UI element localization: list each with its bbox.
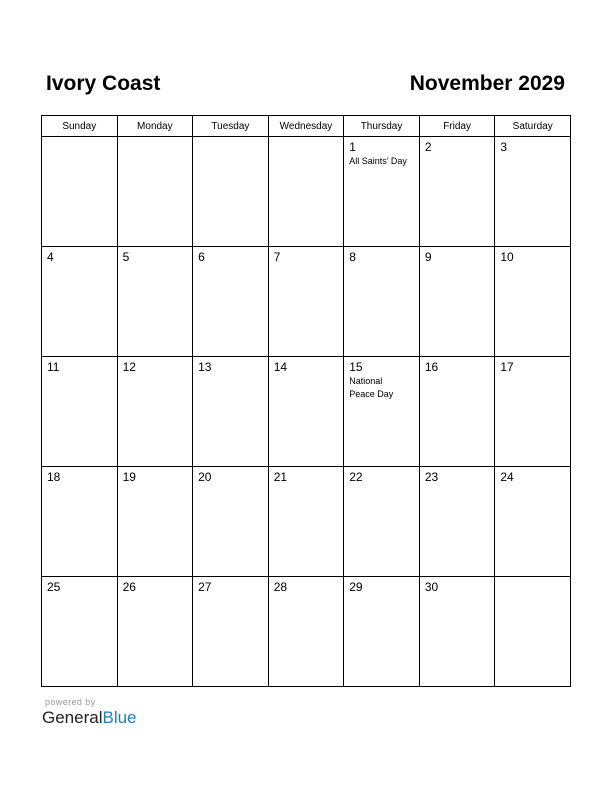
day-cell (117, 357, 193, 467)
day-number: 30 (424, 580, 439, 594)
day-number: 23 (424, 470, 439, 484)
brand-general-text: General (42, 708, 103, 727)
day-cell (268, 467, 344, 577)
day-number: 4 (47, 250, 54, 264)
month-title: November 2029 (409, 72, 565, 95)
day-number: 24 (500, 470, 514, 484)
day-number: 17 (500, 360, 514, 374)
day-cell (193, 247, 269, 357)
week-row (42, 357, 571, 467)
day-cell (344, 467, 420, 577)
week-row (42, 467, 571, 577)
day-cell (193, 467, 269, 577)
powered-by-text: powered by (45, 697, 96, 707)
weekday-header: Monday (117, 116, 193, 137)
weekday-header: Saturday (495, 116, 571, 137)
day-cell (268, 577, 344, 687)
day-number: 19 (122, 470, 136, 484)
day-number: 14 (273, 360, 288, 374)
day-number: 29 (349, 580, 363, 594)
day-number: 1 (349, 140, 356, 154)
day-number: 7 (273, 250, 281, 264)
day-cell (495, 247, 571, 357)
day-number: 2 (424, 140, 432, 154)
day-cell (268, 247, 344, 357)
day-cell (268, 357, 344, 467)
holiday-label: All Saints’ Day (349, 156, 407, 166)
day-number: 15 (349, 360, 363, 374)
day-number: 5 (122, 250, 130, 264)
day-cell (419, 357, 495, 467)
day-number: 28 (273, 580, 288, 594)
day-cell (42, 577, 118, 687)
day-number: 8 (349, 250, 356, 264)
day-number: 16 (424, 360, 439, 374)
weekday-header: Thursday (344, 116, 420, 137)
day-cell (344, 577, 420, 687)
day-number: 22 (349, 470, 363, 484)
day-number: 18 (47, 470, 61, 484)
day-cell (419, 577, 495, 687)
day-cell (193, 357, 269, 467)
day-cell (193, 137, 269, 247)
day-number: 26 (122, 580, 136, 594)
day-cell (495, 467, 571, 577)
day-cell (419, 467, 495, 577)
day-cell (419, 247, 495, 357)
day-cell (42, 137, 118, 247)
holiday-label: National Peace Day (349, 376, 394, 399)
day-number: 10 (500, 250, 514, 264)
day-number: 25 (47, 580, 61, 594)
day-cell (495, 137, 571, 247)
day-number: 12 (122, 360, 136, 374)
day-cell (42, 467, 118, 577)
week-row (42, 137, 571, 247)
generalblue-logo[interactable] (42, 707, 137, 729)
day-cell (344, 357, 420, 467)
week-row (42, 577, 571, 687)
brand-blue-text: Blue (102, 708, 137, 727)
weekday-header: Friday (419, 116, 495, 137)
day-cell (117, 577, 193, 687)
day-cell (495, 577, 571, 687)
weekday-header-row (42, 116, 571, 137)
day-cell (193, 577, 269, 687)
day-number: 13 (198, 360, 212, 374)
day-number: 9 (424, 250, 432, 264)
day-cell (268, 137, 344, 247)
day-number: 27 (198, 580, 212, 594)
weekday-header: Wednesday (268, 116, 344, 137)
week-row (42, 247, 571, 357)
weekday-header: Sunday (42, 116, 118, 137)
day-cell (117, 467, 193, 577)
day-number: 3 (500, 140, 508, 154)
day-cell (42, 247, 118, 357)
calendar-grid (41, 115, 571, 687)
day-cell (117, 247, 193, 357)
day-cell (344, 137, 420, 247)
day-cell (42, 357, 118, 467)
day-number: 11 (47, 360, 60, 374)
day-cell (344, 247, 420, 357)
day-number: 6 (198, 250, 205, 264)
day-number: 21 (273, 470, 288, 484)
day-cell (495, 357, 571, 467)
weekday-header: Tuesday (193, 116, 269, 137)
day-cell (419, 137, 495, 247)
day-cell (117, 137, 193, 247)
day-number: 20 (198, 470, 212, 484)
country-title: Ivory Coast (46, 72, 161, 95)
